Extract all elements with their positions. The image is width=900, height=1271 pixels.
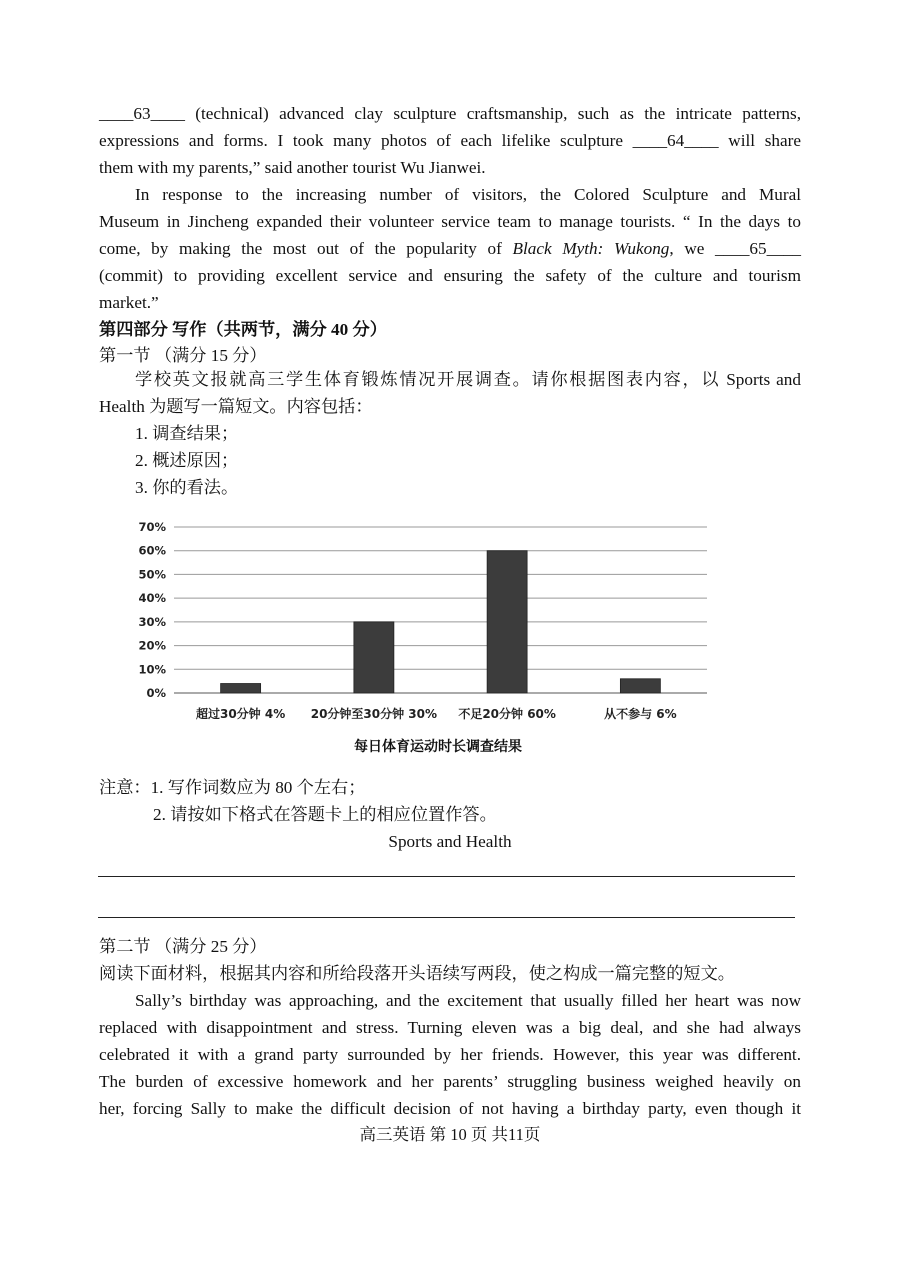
game-title: Black Myth: Wukong: [512, 239, 670, 258]
task-text: 学校英文报就高三学生体育锻炼情况开展调查。请你根据图表内容，以 Sports and: [135, 370, 801, 389]
x-tick-label: 20分钟至30分钟 30%: [310, 707, 438, 721]
bar: [354, 622, 394, 693]
y-tick-label: 20%: [138, 638, 166, 653]
y-tick-label: 40%: [138, 591, 166, 606]
section-title: 第一节 （满分 15 分）: [99, 346, 267, 365]
passage-text: , we ____65____: [669, 239, 801, 258]
x-tick-label: 超过30分钟 4%: [195, 707, 286, 721]
y-tick-label: 60%: [138, 543, 166, 558]
passage-line: (commit) to providing excellent service and ensuring the safety of the culture and tourism: [99, 266, 801, 285]
passage-text: come, by making the most out of the popularity of: [99, 239, 513, 258]
answer-line: [98, 876, 795, 877]
y-tick-label: 10%: [138, 662, 166, 677]
passage-line: ____63____ (technical) advanced clay sculpture craftsmanship, such as the intricate patterns,: [99, 104, 801, 123]
note-item: 1. 写作词数应为 80 个左右；: [150, 778, 366, 797]
passage-line: expressions and forms. I took many photos of each lifelike sculpture ____64____ will share: [99, 131, 801, 150]
passage-line: Museum in Jincheng expanded their volunteer service team to manage tourists. “ In the days to: [99, 212, 801, 231]
task-text: 阅读下面材料，根据其内容和所给段落开头语续写两段，使之构成一篇完整的短文。: [99, 964, 735, 983]
answer-line: [98, 917, 795, 918]
x-tick-label: 不足20分钟 60%: [458, 707, 556, 721]
part-title: 第四部分 写作（共两节，满分 40 分）: [99, 320, 387, 339]
note-item: 2. 请按如下格式在答题卡上的相应位置作答。: [153, 805, 497, 824]
y-tick-label: 50%: [138, 567, 166, 582]
bar: [221, 684, 261, 693]
x-tick-label: 从不参与 6%: [604, 707, 677, 721]
task-item: 1. 调查结果；: [135, 424, 239, 443]
page-footer: 高三英语 第 10 页 共11页: [359, 1125, 541, 1144]
section-title: 第二节 （满分 25 分）: [99, 937, 267, 956]
note-line: [99, 774, 801, 801]
story-line: celebrated it with a grand party surrounded by her friends. However, this year was different.: [99, 1045, 801, 1064]
y-tick-label: 30%: [138, 614, 166, 629]
y-tick-label: 70%: [138, 520, 166, 534]
story-line: replaced with disappointment and stress. Turning eleven was a big deal, and she had always: [99, 1018, 801, 1037]
chart-title: 每日体育运动时长调查结果: [354, 739, 522, 755]
story-line: The burden of excessive homework and her parents’ struggling business weighed heavily on: [99, 1072, 801, 1091]
story-line: her, forcing Sally to make the difficult decision of not having a birthday party, even though it: [99, 1099, 801, 1118]
passage-line: market.”: [99, 293, 159, 312]
essay-title: Sports and Health: [388, 832, 512, 851]
passage-line: In response to the increasing number of visitors, the Colored Sculpture and Mural: [135, 185, 801, 204]
task-item: 3. 你的看法。: [135, 478, 239, 497]
y-tick-label: 0%: [146, 686, 166, 700]
passage-line: them with my parents,” said another tourist Wu Jianwei.: [99, 158, 486, 177]
bar: [487, 551, 527, 693]
bar: [620, 679, 660, 693]
task-item: 2. 概述原因；: [135, 451, 239, 470]
story-line: Sally’s birthday was approaching, and the excitement that usually filled her heart was now: [135, 991, 801, 1010]
task-text: Health 为题写一篇短文。内容包括：: [99, 397, 373, 416]
note-label: 注意：: [99, 778, 151, 797]
